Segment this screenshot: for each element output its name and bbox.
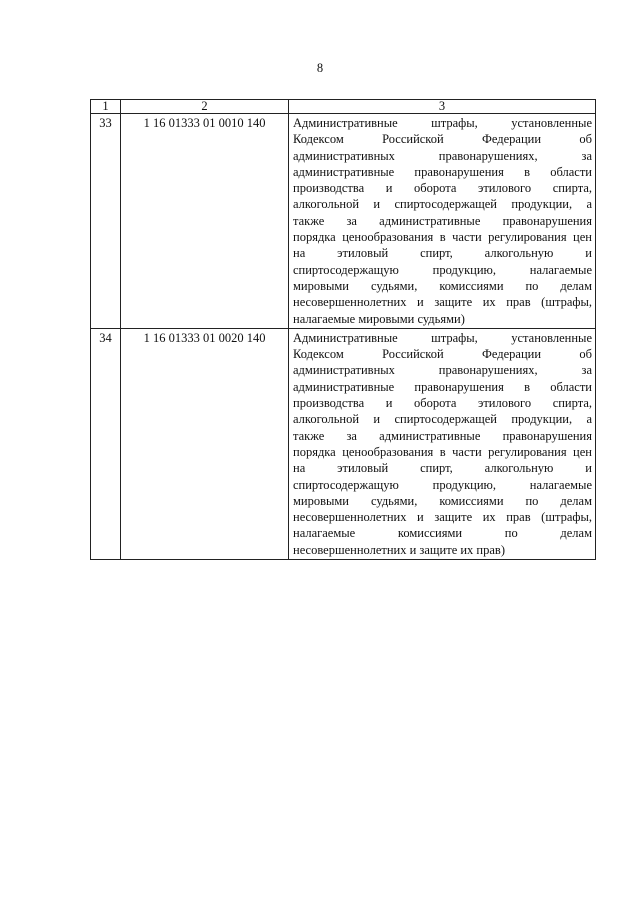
description-line: мировыми судьями, комиссиями по делам (293, 493, 592, 508)
description-line: на этиловый спирт, алкогольную и (293, 461, 592, 476)
budget-codes-table (90, 99, 596, 560)
description-line: алкогольной и спиртосодержащей продукции, а (293, 197, 592, 212)
column-header-3: 3 (289, 100, 596, 114)
budget-code: 1 16 01333 01 0010 140 (121, 114, 289, 329)
description-line: несовершеннолетних и защите их прав) (293, 542, 505, 557)
description-line: несовершеннолетних и защите их прав (штрафы, (293, 295, 592, 310)
description-line: порядка ценообразования в части регулирования цен (293, 230, 592, 245)
description-line: порядка ценообразования в части регулирования цен (293, 444, 592, 459)
description-line: также за административные правонарушения (293, 428, 592, 443)
description-line: на этиловый спирт, алкогольную и (293, 246, 592, 261)
description-line: Кодексом Российской Федерации об (293, 132, 592, 147)
description-line: производства и оборота этилового спирта, (293, 181, 592, 196)
table-body (91, 114, 596, 560)
column-header-1: 1 (91, 100, 121, 114)
description-line: налагаемые мировыми судьями) (293, 311, 465, 326)
row-number: 34 (91, 328, 121, 559)
description-line: алкогольной и спиртосодержащей продукции, а (293, 412, 592, 427)
row-number: 33 (91, 114, 121, 329)
description-line: административных правонарушениях, за (293, 363, 592, 378)
description-line: административные правонарушения в области (293, 379, 592, 394)
description-line: производства и оборота этилового спирта, (293, 396, 592, 411)
page-number: 8 (316, 61, 324, 75)
description-line: несовершеннолетних и защите их прав (штрафы, (293, 510, 592, 525)
description (289, 114, 596, 329)
description-line: административные правонарушения в области (293, 164, 592, 179)
description-line: спиртосодержащую продукцию, налагаемые (293, 477, 592, 492)
description-line: налагаемые комиссиями по делам (293, 526, 592, 541)
description-line: Административные штрафы, установленные (293, 116, 592, 130)
description-line: спиртосодержащую продукцию, налагаемые (293, 262, 592, 277)
table-row (91, 328, 596, 559)
description-line: Кодексом Российской Федерации об (293, 347, 592, 362)
description-line: административных правонарушениях, за (293, 148, 592, 163)
budget-code: 1 16 01333 01 0020 140 (121, 328, 289, 559)
description-line: мировыми судьями, комиссиями по делам (293, 278, 592, 293)
description (289, 328, 596, 559)
description-line: Административные штрафы, установленные (293, 330, 592, 345)
column-header-2: 2 (121, 100, 289, 114)
table-row (91, 114, 596, 329)
description-line: также за административные правонарушения (293, 213, 592, 228)
table-header-row (91, 100, 596, 114)
